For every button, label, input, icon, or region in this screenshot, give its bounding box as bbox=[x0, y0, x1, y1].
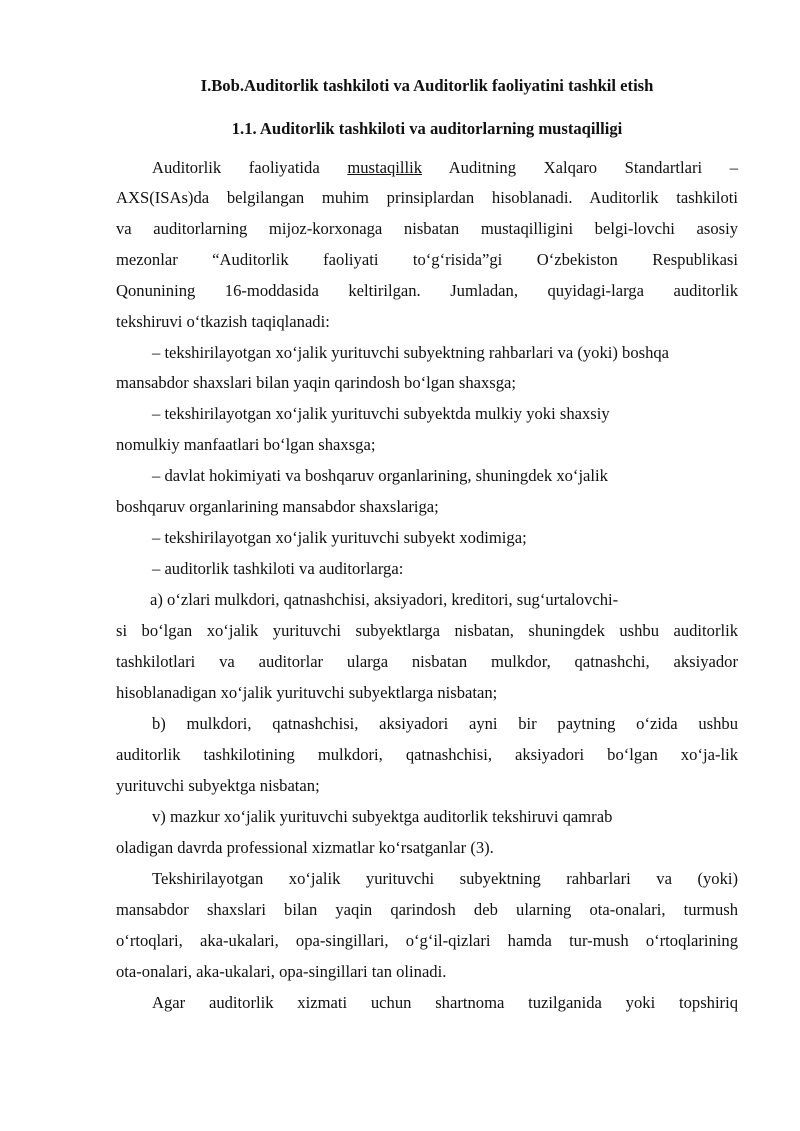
paragraph-2-line-3: o‘rtoqlari, aka-ukalari, opa-singillari, o‘g‘il-qizlari hamda tur-mush o‘rtoqlarining bbox=[116, 931, 738, 950]
paragraph-1-line-5: Qonunining 16-moddasida keltirilgan. Jumladan, quyidagi-larga auditorlik bbox=[116, 281, 738, 300]
list-item-1-line-1: – tekshirilayotgan xo‘jalik yurituvchi subyektning rahbarlari va (yoki) boshqa bbox=[152, 343, 670, 362]
list-item-3-line-2: boshqaruv organlarining mansabdor shaxslariga; bbox=[116, 497, 439, 516]
list-item-1-line-2: mansabdor shaxslari bilan yaqin qarindosh bo‘lgan shaxsga; bbox=[116, 373, 517, 392]
sub-item-a-line-2: si bo‘lgan xo‘jalik yurituvchi subyektlarga nisbatan, shuningdek ushbu auditorlik bbox=[116, 621, 738, 640]
paragraph-2-line-4: ota-onalari, aka-ukalari, opa-singillari tan olinadi. bbox=[116, 962, 447, 981]
sub-item-b-line-2: auditorlik tashkilotining mulkdori, qatnashchisi, aksiyadori bo‘lgan xo‘ja-lik bbox=[116, 745, 738, 764]
sub-item-v-line-2: oladigan davrda professional xizmatlar ko‘rsatganlar (3). bbox=[116, 838, 494, 857]
sub-item-a-line-3: tashkilotlari va auditorlar ularga nisbatan mulkdor, qatnashchi, aksiyador bbox=[116, 652, 738, 671]
paragraph-1-line-3: va auditorlarning mijoz-korxonaga nisbatan mustaqilligini belgi-lovchi asosiy bbox=[116, 219, 738, 238]
paragraph-1-line-2: AXS(ISAs)da belgilangan muhim prinsiplardan hisoblanadi. Auditorlik tashkiloti bbox=[116, 188, 738, 207]
sub-item-b-line-3: yurituvchi subyektga nisbatan; bbox=[116, 776, 320, 795]
list-item-4: – tekshirilayotgan xo‘jalik yurituvchi subyekt xodimiga; bbox=[152, 528, 527, 547]
mustaqillik-link[interactable]: mustaqillik bbox=[347, 158, 422, 177]
p1-text-a: Auditorlik faoliyatida bbox=[152, 158, 348, 177]
list-item-5: – auditorlik tashkiloti va auditorlarga: bbox=[152, 559, 404, 578]
chapter-title: I.Bob.Auditorlik tashkiloti va Auditorlik faoliyatini tashkil etish bbox=[200, 76, 654, 95]
list-item-2-line-2: nomulkiy manfaatlari bo‘lgan shaxsga; bbox=[116, 435, 376, 454]
paragraph-1-line-4: mezonlar “Auditorlik faoliyati to‘g‘risida”gi O‘zbekiston Respublikasi bbox=[116, 250, 738, 269]
list-item-3-line-1: – davlat hokimiyati va boshqaruv organlarining, shuningdek xo‘jalik bbox=[152, 466, 608, 485]
sub-item-v-line-1: v) mazkur xo‘jalik yurituvchi subyektga auditorlik tekshiruvi qamrab bbox=[152, 807, 613, 826]
sub-item-b-line-1: b) mulkdori, qatnashchisi, aksiyadori ayni bir paytning o‘zida ushbu bbox=[152, 714, 738, 733]
paragraph-1-line-1 bbox=[152, 156, 738, 180]
paragraph-2-line-1: Tekshirilayotgan xo‘jalik yurituvchi subyektning rahbarlari va (yoki) bbox=[152, 869, 738, 888]
p1-text-b: Auditning Xalqaro Standartlari – bbox=[422, 158, 738, 177]
sub-item-a-line-4: hisoblanadigan xo‘jalik yurituvchi subyektlarga nisbatan; bbox=[116, 683, 498, 702]
paragraph-3-line-1: Agar auditorlik xizmati uchun shartnoma tuzilganida yoki topshiriq bbox=[152, 993, 738, 1012]
paragraph-2-line-2: mansabdor shaxslari bilan yaqin qarindosh deb ularning ota-onalari, turmush bbox=[116, 900, 738, 919]
list-item-2-line-1: – tekshirilayotgan xo‘jalik yurituvchi subyektda mulkiy yoki shaxsiy bbox=[152, 404, 610, 423]
paragraph-1-line-6: tekshiruvi o‘tkazish taqiqlanadi: bbox=[116, 312, 330, 331]
sub-item-a-line-1: a) o‘zlari mulkdori, qatnashchisi, aksiyadori, kreditori, sug‘urtalovchi- bbox=[150, 590, 619, 609]
section-title: 1.1. Auditorlik tashkiloti va auditorlarning mustaqilligi bbox=[231, 119, 623, 138]
